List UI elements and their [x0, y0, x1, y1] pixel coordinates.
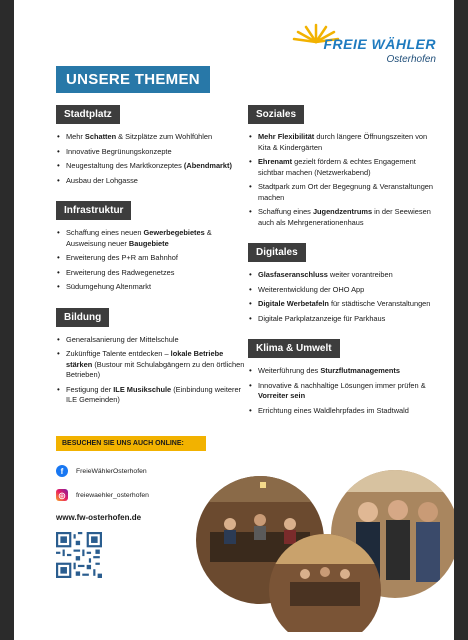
list-item	[56, 161, 246, 172]
section-heading: Bildung	[56, 308, 109, 327]
item-text: Digitale Parkplatzanzeige für Parkhaus	[258, 313, 386, 323]
list-item	[248, 366, 438, 377]
bullet-list	[56, 132, 246, 186]
section-klima-und-umwelt	[248, 338, 438, 416]
section-soziales	[248, 104, 438, 228]
item-text: Generalsanierung der Mittelschule	[66, 334, 179, 344]
bold-text: Vorreiter sein	[258, 391, 306, 400]
bold-text: Glasfaseranschluss	[258, 270, 328, 279]
bold-text: Digitale Werbetafeln	[258, 299, 329, 308]
bold-text: Jugendzentrums	[312, 207, 373, 216]
facebook-link[interactable]	[56, 465, 206, 477]
bold-text: Ehrenamt	[258, 157, 293, 166]
item-text: Ausbau der Lohgasse	[66, 175, 138, 185]
item-text: Südumgehung Altenmarkt	[66, 282, 152, 291]
online-section	[56, 436, 206, 583]
item-text: gezielt fördern & echtes Engagement sichtbar machen (Netzwerkabend)	[258, 157, 416, 177]
list-item	[56, 147, 246, 158]
list-item	[248, 299, 438, 310]
freie-waehler-logo	[286, 22, 436, 72]
item-text: Erweiterung des Radwegenetzes	[66, 267, 175, 277]
item-text: Neugestaltung des Marktkonzeptes	[66, 161, 184, 170]
section-stadtplatz	[56, 104, 246, 186]
instagram-handle: freiewaehler_osterhofen	[76, 491, 149, 499]
list-item	[248, 182, 438, 203]
list-item	[56, 253, 246, 264]
section-digitales	[248, 242, 438, 324]
item-text: Mehr	[66, 132, 85, 141]
item-text: durch längere Öffnungszeiten von Kita & Kindergärten	[258, 132, 428, 152]
list-item	[56, 335, 246, 346]
bold-text: Baugebiete	[128, 238, 169, 248]
facebook-icon: f	[56, 465, 68, 477]
bullet-list	[248, 366, 438, 416]
list-item	[56, 282, 246, 293]
page-title: UNSERE THEMEN	[56, 66, 210, 93]
list-item	[56, 176, 246, 187]
section-heading: Digitales	[248, 243, 306, 262]
right-column	[248, 104, 438, 430]
section-heading: Stadtplatz	[56, 105, 120, 124]
section-heading: Soziales	[248, 105, 304, 124]
item-text: Zukünftige Talente entdecken –	[66, 349, 171, 358]
list-item	[248, 406, 438, 417]
logo-brand: FREIE WÄHLER	[323, 36, 436, 52]
instagram-link[interactable]	[56, 489, 206, 501]
list-item	[56, 349, 246, 381]
item-text: Errichtung eines Waldlehrpfades im Stadtwald	[258, 405, 409, 415]
list-item	[248, 314, 438, 325]
item-text: Weiterführung des	[258, 366, 321, 375]
item-text: & Ausweisung neuer	[66, 228, 212, 248]
list-item	[56, 385, 246, 406]
item-text: weiter vorantreiben	[327, 270, 393, 279]
item-text: Weiterentwicklung der OHO App	[258, 284, 365, 294]
instagram-icon: ◎	[56, 489, 68, 501]
section-infrastruktur	[56, 200, 246, 293]
section-heading: Klima & Umwelt	[248, 339, 340, 358]
bullet-list	[56, 228, 246, 293]
bold-text: (Abendmarkt)	[183, 161, 232, 170]
online-heading: BESUCHEN SIE UNS AUCH ONLINE:	[56, 436, 206, 451]
list-item	[56, 268, 246, 279]
logo-town: Osterhofen	[386, 54, 436, 65]
list-item	[248, 270, 438, 281]
facebook-handle: FreieWählerOsterhofen	[76, 467, 147, 475]
bullet-list	[248, 270, 438, 324]
item-text: in der Seewiesen auch als Mehrgenerationenhaus	[258, 207, 431, 227]
flyer-page	[14, 0, 454, 640]
item-text: Schaffung eines	[258, 207, 313, 216]
list-item	[56, 132, 246, 143]
list-item	[56, 228, 246, 249]
list-item	[248, 207, 438, 228]
item-text: Innovative & nachhaltige Lösungen immer prüfen &	[258, 380, 426, 390]
bold-text: Schatten	[84, 132, 117, 141]
bold-text: Mehr Flexibilität	[258, 132, 315, 141]
left-column	[56, 104, 246, 420]
website-link[interactable]: www.fw-osterhofen.de	[56, 513, 142, 522]
item-text: Schaffung eines neuen	[66, 228, 144, 237]
bullet-list	[248, 132, 438, 228]
list-item	[248, 157, 438, 178]
item-text: (Einbindung weiterer ILE Gemeinden)	[66, 384, 242, 404]
list-item	[248, 285, 438, 296]
item-text: Innovative Begrünungskonzepte	[66, 146, 172, 156]
bold-text: Sturzflutmanagements	[320, 366, 400, 375]
item-text: Erweiterung des P+R am Bahnhof	[66, 253, 178, 262]
section-bildung	[56, 307, 246, 406]
bullet-list	[56, 335, 246, 406]
item-text: Festigung der	[66, 384, 114, 394]
qr-code-icon[interactable]	[56, 532, 102, 578]
bold-text: lokale Betriebe stärken	[66, 349, 224, 369]
section-heading: Infrastruktur	[56, 201, 131, 220]
list-item	[248, 381, 438, 402]
item-text: (Bustour mit Schulabgängern zu den örtlichen Betrieben)	[66, 359, 245, 379]
list-item	[248, 132, 438, 153]
bold-text: Gewerbegebietes	[143, 228, 205, 237]
item-text: Stadtpark zum Ort der Begegnung & Veranstaltungen machen	[258, 182, 434, 202]
photo-collage	[190, 462, 454, 632]
item-text: & Sitzplätze zum Wohlfühlen	[116, 132, 213, 141]
item-text: für städtische Veranstaltungen	[328, 299, 431, 308]
bold-text: ILE Musikschule	[113, 384, 172, 394]
